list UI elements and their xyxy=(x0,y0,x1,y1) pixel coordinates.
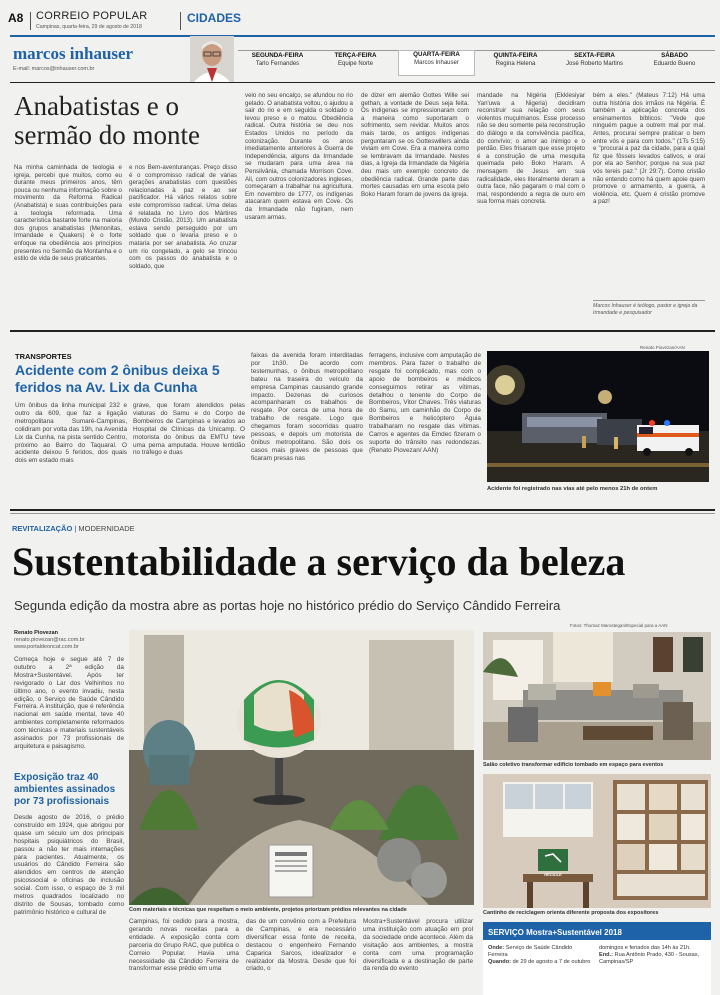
service-title: SERVIÇO Mostra+Sustentável 2018 xyxy=(483,925,711,940)
recycling-photo-caption: Cantinho de reciclagem orienta diferente proposta dos expositores xyxy=(483,910,659,916)
accident-scene-image xyxy=(487,351,709,482)
transit-text: ferragens, inclusive com amputação de membros. Para fazer o trabalho de resgate foi complicado, mas com o apoio de bombeiros e médicos conseguimos retirar as vítimas, detalhou o tenente do Corpo de Bombeiros, Vitor Chaves. Três viaturas do Samu, um caminhão do Corpo de Bombeiros e helicóptero Águia trabalharam no resgate das vítimas. Carros e agentes da Emdec fizeram o suporte do trânsito nas redondezas. (Renato Piovezan/ AAN) xyxy=(369,352,481,454)
service-line-address: End.: Rua Antônio Prado, 430 - Sousas, Campinas/SP xyxy=(599,952,700,965)
weekday-saturday: SÁBADO Eduardo Bueno xyxy=(653,52,696,67)
recycling-photo xyxy=(483,774,711,908)
column-text: mandade na Nigéria (Ekklesiyar Yan'uwa a Nigeria) decidiram reconstruir sua relação com seus violentos muçulmanos. Esse processo não se deu somente pela reconstrução do diálogo e da convivência pacífica, do convívio; o amor ao inimigo e o perdão. Eles frisaram que esse projeto é a construção de uma mesquita queimada pelo Boko Haram. A mensagem de Jesus em sua radicalidade, eles literalmente deram a outra face, não pagaram o mal com o mal, respondendo a regra de ouro em sua forma mais concreta. xyxy=(477,92,585,206)
weekday-thursday: QUINTA-FEIRA Regina Helena xyxy=(493,52,538,67)
byline-name: Renato Piovezan xyxy=(14,630,59,636)
feature-kicker: REVITALIZAÇÃO | MODERNIDADE xyxy=(12,524,135,533)
service-line-hours: domingos e feriados das 14h às 21h. xyxy=(599,945,691,951)
transit-headline: Acidente com 2 ônibus deixa 5 feridos na Av. Lix da Cunha xyxy=(15,362,220,395)
weekday-wednesday: QUARTA-FEIRA Marcos Inhauser xyxy=(398,50,475,76)
column-author: marcos inhauser xyxy=(13,44,134,63)
weekday-monday: SEGUNDA-FEIRA Tarlo Fernandes xyxy=(251,52,304,67)
page-number: A8 xyxy=(8,11,24,25)
garden-installation-image xyxy=(129,630,474,905)
byline-extra: www.portaldeoncat.com.br xyxy=(14,644,79,650)
feature-subhead-2: Exposição traz 40 ambientes assinados por 73 profissionais xyxy=(14,772,116,807)
feature-text: das de um convênio com a Prefeitura de Campinas, e era necessário diversificar essa fonte de receita, destacou o engenheiro Fernando Caparica Sarcos, idealizador e realizador da Mostra. Desde que foi criado, o xyxy=(246,918,356,973)
author-portrait-icon xyxy=(190,36,234,82)
feature-subhead: Segunda edição da mostra abre as portas hoje no histórico prédio do Serviço Cândido Ferreira xyxy=(14,598,561,613)
column-text: bém a eles." (Mateus 7:12) Há uma outra história dos irmãos na Nigéria. É também a aplicação concreta dos ensinamentos bíblicos: "Vede que ninguém pague a outrem mal por mal. Antes, procurai sempre praticar o bem entre vós e para com todos." (1Ts 5:15) e "procurai a paz da cidade, para a qual fiz que fôsseis levados cativos, e orai por ela ao Senhor; porque na sua paz vós tereis paz." (Jr 29:7). Como cristão não entendo como há quem apoie quem promove o armamento, a guerra, a violência, etc. Quem é cristão promove a paz! xyxy=(593,92,705,206)
date-line: Campinas, quarta-feira, 29 de agosto de 2018 xyxy=(36,24,142,30)
service-box xyxy=(483,922,711,995)
transit-text: grave, que foram atendidos pelas viaturas do Samu e do Corpo de Bombeiros de Campinas e levados ao Hospital de Clínicas da Unicamp. O motorista do ônibus da EMTU teve uma perna amputada. Houve lentidão no tráfego e duas xyxy=(133,402,245,457)
byline-email: renato.piovezan@rac.com.br xyxy=(14,637,85,643)
paper-name: CORREIO POPULAR xyxy=(36,10,148,22)
column-text: e nos Bem-aventuranças. Preço disso é o compromisso radical de várias gerações anabatistas com questões relacionadas à paz e ao ser pacificador. Há vários relatos sobre este compromisso radical. Uma delas é relatada no Livro dos Mártires (Mundo Cristão, 2013). Um anabatista estava sendo perseguido por um soldado que o levaria preso e o mataria por ser anabatista. Ao cruzar um rio congelado, a gelo se trincou com os passos do anabatista e o soldado, que xyxy=(129,164,237,270)
transit-kicker: TRANSPORTES xyxy=(15,352,72,361)
feature-text: Desde agosto de 2016, o prédio construído em 1924, que abrigou por quase um século um dos principais hospitais psiquiátricos do Brasil, passou a não ter mais internações para pacientes. Atualmente, os usuários do Cândido Ferreira são atendidos em centros de atenção psicossocial e oficinas de inclusão social. Com isso, o espaço de 3 mil metros quadrados localizado no distrito de Sousas, tombado como patrimônio histórico e cultural de xyxy=(14,814,124,916)
service-line-when: Quando: de 29 de agosto a 7 de outubro xyxy=(488,959,591,965)
lounge-room-image xyxy=(483,632,711,760)
transit-photo-caption: Acidente foi registrado nas vias até pelo menos 21h de ontem xyxy=(487,486,658,492)
garden-photo xyxy=(129,630,474,905)
recycle-sign-label: RECICLE xyxy=(544,872,562,877)
recycling-corner-image xyxy=(483,774,711,908)
transit-text: Um ônibus da linha municipal 232 e outro da 609, que faz a ligação metropolitana Sumaré-Campinas, colidiram por volta das 19h, na Avenida Lix da Cunha, na pista sentido Centro, próximo ao Bairro do Taquaral. O acidente deixou 5 feridos, dos quais dois em estado mais xyxy=(15,402,127,465)
column-email: E-mail: marcos@inhauser.com.br xyxy=(13,66,95,72)
feature-lead: Começa hoje e segue até 7 de outubro a 2ª edição da Mostra+Sustentável. Após ter revigorado o Lar dos Velhinhos no último ano, o evento invadiu, nesta edição, o Serviço de Saúde Cândido Ferreira. A instituição, que é referência nacional em saúde mental, teve 40 ambientes completamente reformados com técnicas e materiais sustentáveis assinados por 73 profissionais de arquitetura e paisagismo. xyxy=(14,656,124,750)
lounge-photo xyxy=(483,632,711,760)
accident-photo xyxy=(487,351,709,482)
feature-photo-credit: Fotos: Thomaz Marostegan/Especial para a AAN xyxy=(570,623,668,628)
section-name: CIDADES xyxy=(187,11,242,25)
weekday-tuesday: TERÇA-FEIRA Equipe Norte xyxy=(334,52,377,67)
transit-text: faixas da avenida foram interditadas por 1h30. De acordo com testemunhas, o ônibus metropolitano bateu na traseira do veículo da empresa Campinas causando grande impacto. Dezenas de curiosos acompanharam os trabalhos de resgate. Por cerca de uma hora de trabalho de resgate. Logo que chegamos foram socorridas quatro pessoas, e depois um motorista de ônibus metropolitano. São dois os casos mais graves de pessoas que ficaram presas nas xyxy=(251,352,363,462)
column-title: Anabatistas e o sermão do monte xyxy=(14,91,200,150)
feature-text: Campinas, foi cedido para a mostra, gerando novas receitas para a entidade. A exposição conta com parceria do Grupo RAC, que publica o Correio Popular. Havia uma necessidade da Cândido Ferreira de transformar esse prédio em uma xyxy=(129,918,239,973)
lounge-photo-caption: Salão coletivo transformar edifício tombado em espaço para eventos xyxy=(483,762,664,768)
feature-headline: Sustentabilidade a serviço da beleza xyxy=(12,539,626,584)
column-text: veio no seu encalço, se afundou no rio gelado. O anabatista voltou, o ajudou a sair do rio e em seguida o soldado o levou preso e o matou. Obediência radical. Outra história se deu nos Estados Unidos no período da colonização. Durante os anos imediatamente anteriores à Guerra de Independência, alguns da Irmandade se mudaram para uma área na Pensilvânia, chamada Morrison Cove. Ali, com outros colonizadores ingleses, começaram a trabalhar na agricultura. Em novembro de 1777, os indígenas atacaram quem estava em Cove. Os da Irmandade não fugiram, nem usaram armas. xyxy=(245,92,353,221)
feature-byline xyxy=(14,630,124,651)
service-line-where: Onde: Serviço de Saúde Cândido Ferreira xyxy=(488,945,573,958)
author-photo xyxy=(190,36,234,82)
weekday-friday: SEXTA-FEIRA José Roberto Martins xyxy=(565,52,624,67)
feature-text: Mostra+Sustentável procura utilizar uma instituição com atuação em prol da sociedade onde acontece. Além da visitação aos ambientes, a mostra conta com uma programação diversificada e a destinação de parte da renda do evento xyxy=(363,918,473,973)
garden-photo-caption: Com materiais e técnicas que respeitam o meio ambiente, projetos priorizam prédios relevantes na cidade xyxy=(129,907,407,913)
column-text: de dizer em alemão Gottes Wille sei gethan, a vontade de Deus seja feita. Os indígenas se impressionaram com a maneira como suportaram o sofrimento, sem revidar. Muitos anos mais tarde, os antigos indígenas perguntaram se os Gotteswillers ainda viviam em Cove. Era a maneira como se lembravam da Irmandade. Nestes dias, a Igreja da Irmandade da Nigéria deu mais um exemplo concreto de obediência radical. Grande parte das mortes causadas em uma escola pelo Boko Haram foram de jovens da igreja. xyxy=(361,92,469,198)
transit-photo-credit: Renato Piovezan/AAN xyxy=(640,345,685,350)
column-text: Na minha caminhada de teologia e igreja, percebi que muitos, como eu durante meus primeiros anos, têm pouca ou nenhuma informação sobre o movimento da Reforma Radical (Anabatista) e suas contribuições para a teologia reformada. Uma característica bastante forte na maioria dos grupos anabatistas (Menonitas, Irmandade e Quakers) é o forte enfoque na obediência aos princípios presentes no Sermão da Montanha e o estilo de vida de seus praticantes. xyxy=(14,164,122,263)
column-signature: Marcos Inhauser é teólogo, pastor e igreja da Irmandade e pesquisador xyxy=(593,300,705,316)
